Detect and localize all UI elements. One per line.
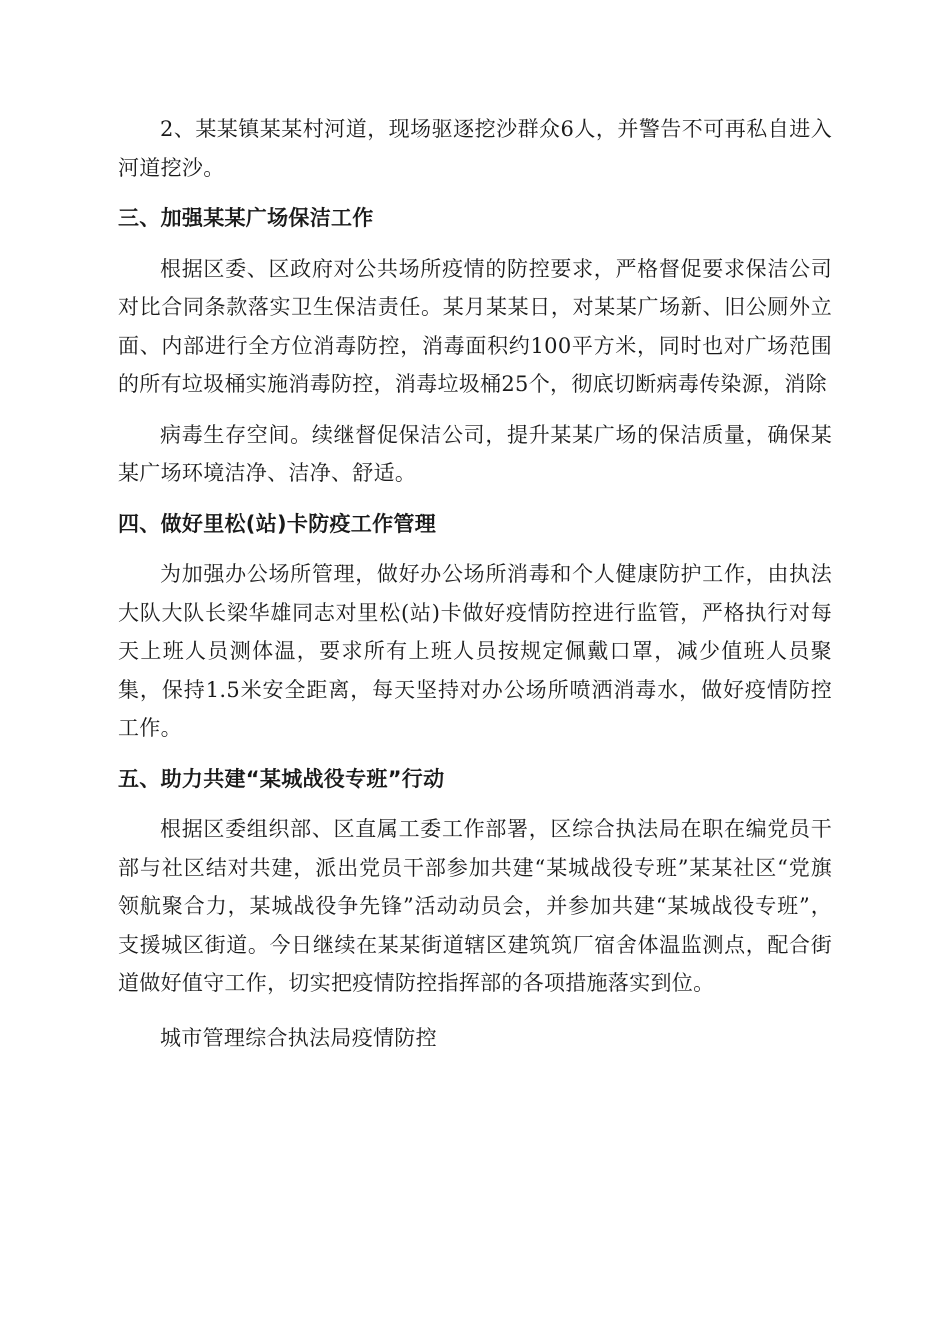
paragraph-plaza-quality: 病毒生存空间。续继督促保洁公司，提升某某广场的保洁质量，确保某某广场环境洁净、洁净、舒适。 bbox=[118, 422, 832, 485]
paragraph-plaza-disinfection: 根据区委、区政府对公共场所疫情的防控要求，严格督促要求保洁公司对比合同条款落实卫生保洁责任。某月某某日，对某某广场新、旧公厕外立面、内部进行全方位消毒防控，消毒面积约100平方米，同时也对广场范围的所有垃圾桶实施消毒防控，消毒垃圾桶25个，彻底切断病毒传染源，消除 bbox=[118, 256, 832, 396]
paragraph-signature: 城市管理综合执法局疫情防控 bbox=[160, 1025, 437, 1050]
paragraph-checkpoint-measures: 为加强办公场所管理，做好办公场所消毒和个人健康防护工作，由执法大队大队长梁华雄同志对里松(站)卡做好疫情防控进行监管，严格执行对每天上班人员测体温，要求所有上班人员按规定佩戴口罩，减少值班人员聚集，保持1.5米安全距离，每天坚持对办公场所喷洒消毒水，做好疫情防控工作。 bbox=[118, 562, 832, 740]
heading-plaza-cleaning: 三、加强某某广场保洁工作 bbox=[118, 206, 374, 230]
heading-joint-campaign: 五、助力共建“某城战役专班”行动 bbox=[118, 766, 445, 791]
document-page bbox=[118, 110, 832, 1057]
paragraph-river-patrol: 2、某某镇某某村河道，现场驱逐挖沙群众6人，并警告不可再私自进入河道挖沙。 bbox=[118, 117, 832, 180]
paragraph-joint-campaign: 根据区委组织部、区直属工委工作部署，区综合执法局在职在编党员干部与社区结对共建，派出党员干部参加共建“某城战役专班”某某社区“党旗领航聚合力，某城战役争先锋”活动动员会，并参加共建“某城战役专班”，支援城区街道。今日继续在某某街道辖区建筑筑厂宿舍体温监测点，配合街道做好值守工作，切实把疫情防控指挥部的各项措施落实到位。 bbox=[118, 817, 832, 995]
heading-checkpoint-management: 四、做好里松(站)卡防疫工作管理 bbox=[118, 511, 436, 536]
